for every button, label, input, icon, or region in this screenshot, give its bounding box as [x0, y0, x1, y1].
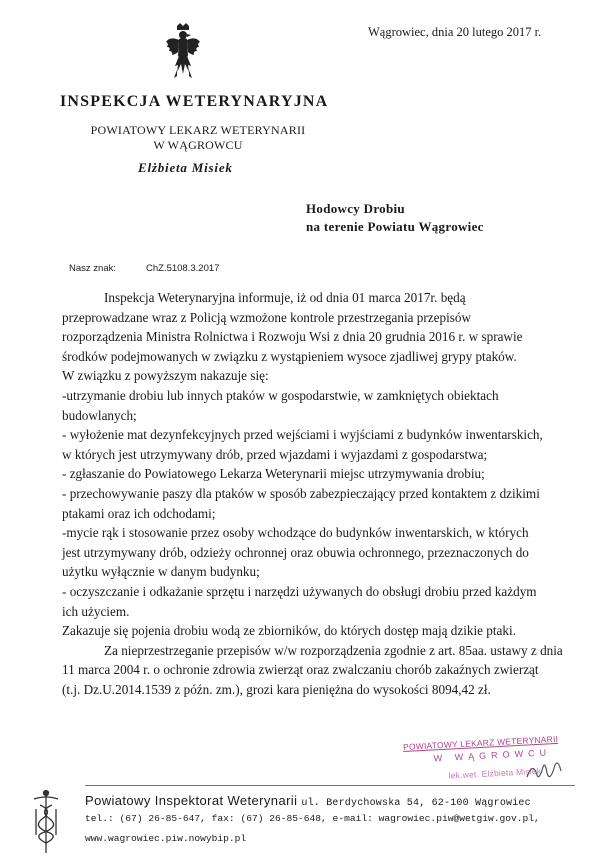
reference-number: ChZ.5108.3.2017: [146, 263, 220, 274]
footer-organization: Powiatowy Inspektorat Weterynarii: [85, 793, 298, 808]
body-line: -utrzymanie drobiu lub innych ptaków w gospodarstwie, w zamkniętych obiektach: [62, 387, 499, 403]
body-line: użytku wyłącznie w danym budynku;: [62, 564, 260, 580]
body-line: budowlanych;: [62, 407, 137, 423]
footer-contact: tel.: (67) 26-85-647, fax: (67) 26-85-648, e-mail: wagrowiec.piw@wetgiw.gov.pl,: [85, 813, 540, 824]
document-date: Wągrowiec, dnia 20 lutego 2017 r.: [368, 25, 542, 39]
footer-address: ul. Berdychowska 54, 62-100 Wągrowiec: [301, 798, 531, 809]
organization-location: W WĄGROWCU: [153, 138, 243, 152]
stamp-official-name: lek.wet. Elżbieta Misiek: [448, 765, 542, 781]
stamp-title: POWIATOWY LEKARZ WETERYNARII: [402, 733, 559, 752]
body-line: W związku z powyższym nakazuje się:: [62, 368, 269, 384]
handwritten-signature: [525, 757, 565, 785]
body-line: Zakazuje się pojenia drobiu wodą ze zbiorników, do których dostęp mają dzikie ptaki.: [62, 623, 516, 639]
body-line: (t.j. Dz.U.2014.1539 z późn. zm.), grozi kara pieniężna do wysokości 8094,42 zł.: [62, 681, 491, 697]
body-line: Inspekcja Weterynaryjna informuje, iż od dnia 01 marca 2017r. będą: [104, 290, 466, 305]
reference-label: Nasz znak:: [69, 263, 116, 274]
body-line: - oczyszczanie i odkażanie sprzętu i narzędzi używanych do obsługi drobiu przed każdym: [62, 583, 537, 599]
recipient-line-1: Hodowcy Drobiu: [306, 201, 405, 216]
body-line: rozporządzenia Ministra Rolnictwa i Rozwoju Wsi z dnia 20 grudnia 2016 r. w sprawie: [62, 329, 523, 345]
body-line: środków podejmowanych w związku z wystąpieniem wysoce zjadliwej grypy ptaków.: [62, 348, 517, 364]
body-line: - wyłożenie mat dezynfekcyjnych przed wejściami i wyjściami z budynków inwentarskich,: [62, 427, 543, 443]
veterinary-caduceus-logo-icon: [20, 787, 72, 857]
body-line: Za nieprzestrzeganie przepisów w/w rozporządzenia zgodnie z art. 85aa. ustawy z dnia: [104, 642, 563, 658]
letter-body: [62, 288, 562, 699]
body-line: przeprowadzane wraz z Policją wzmożone kontrole przestrzegania przepisów: [62, 309, 471, 325]
body-line: 11 marca 2004 r. o ochronie zdrowia zwierząt oraz zwalczaniu chorób zakaźnych zwierząt: [62, 662, 539, 678]
body-line: ptakami oraz ich odchodami;: [62, 505, 216, 521]
polish-eagle-emblem-icon: [164, 22, 202, 86]
body-line: ich użyciem.: [62, 603, 130, 619]
body-line: - zgłaszanie do Powiatowego Lekarza Weterynarii miejsc utrzymywania drobiu;: [62, 466, 485, 482]
recipient-line-2: na terenie Powiatu Wągrowiec: [306, 219, 484, 234]
footer-website: www.wagrowiec.piw.nowybip.pl: [85, 833, 247, 844]
body-line: w których jest utrzymywany drób, przed wjazdami i wyjazdami z gospodarstwa;: [62, 446, 488, 462]
footer-header-line: [85, 792, 531, 810]
organization-subtitle: POWIATOWY LEKARZ WETERYNARII: [90, 123, 306, 137]
official-stamp: [403, 732, 595, 792]
body-line: - przechowywanie paszy dla ptaków w sposób zabezpieczający przed kontaktem z dzikimi: [62, 485, 540, 501]
official-name: Elżbieta Misiek: [138, 160, 233, 175]
stamp-location: W WĄGROWCU: [433, 747, 552, 764]
footer-divider: [85, 785, 575, 786]
body-line: -mycie rąk i stosowanie przez osoby wchodzące do budynków inwentarskich, w których: [62, 525, 529, 541]
body-line: jest utrzymywany drób, odzieży ochronnej oraz obuwia ochronnego, przeznaczonych do: [62, 544, 529, 560]
organization-title: INSPEKCJA WETERYNARYJNA: [60, 93, 329, 110]
